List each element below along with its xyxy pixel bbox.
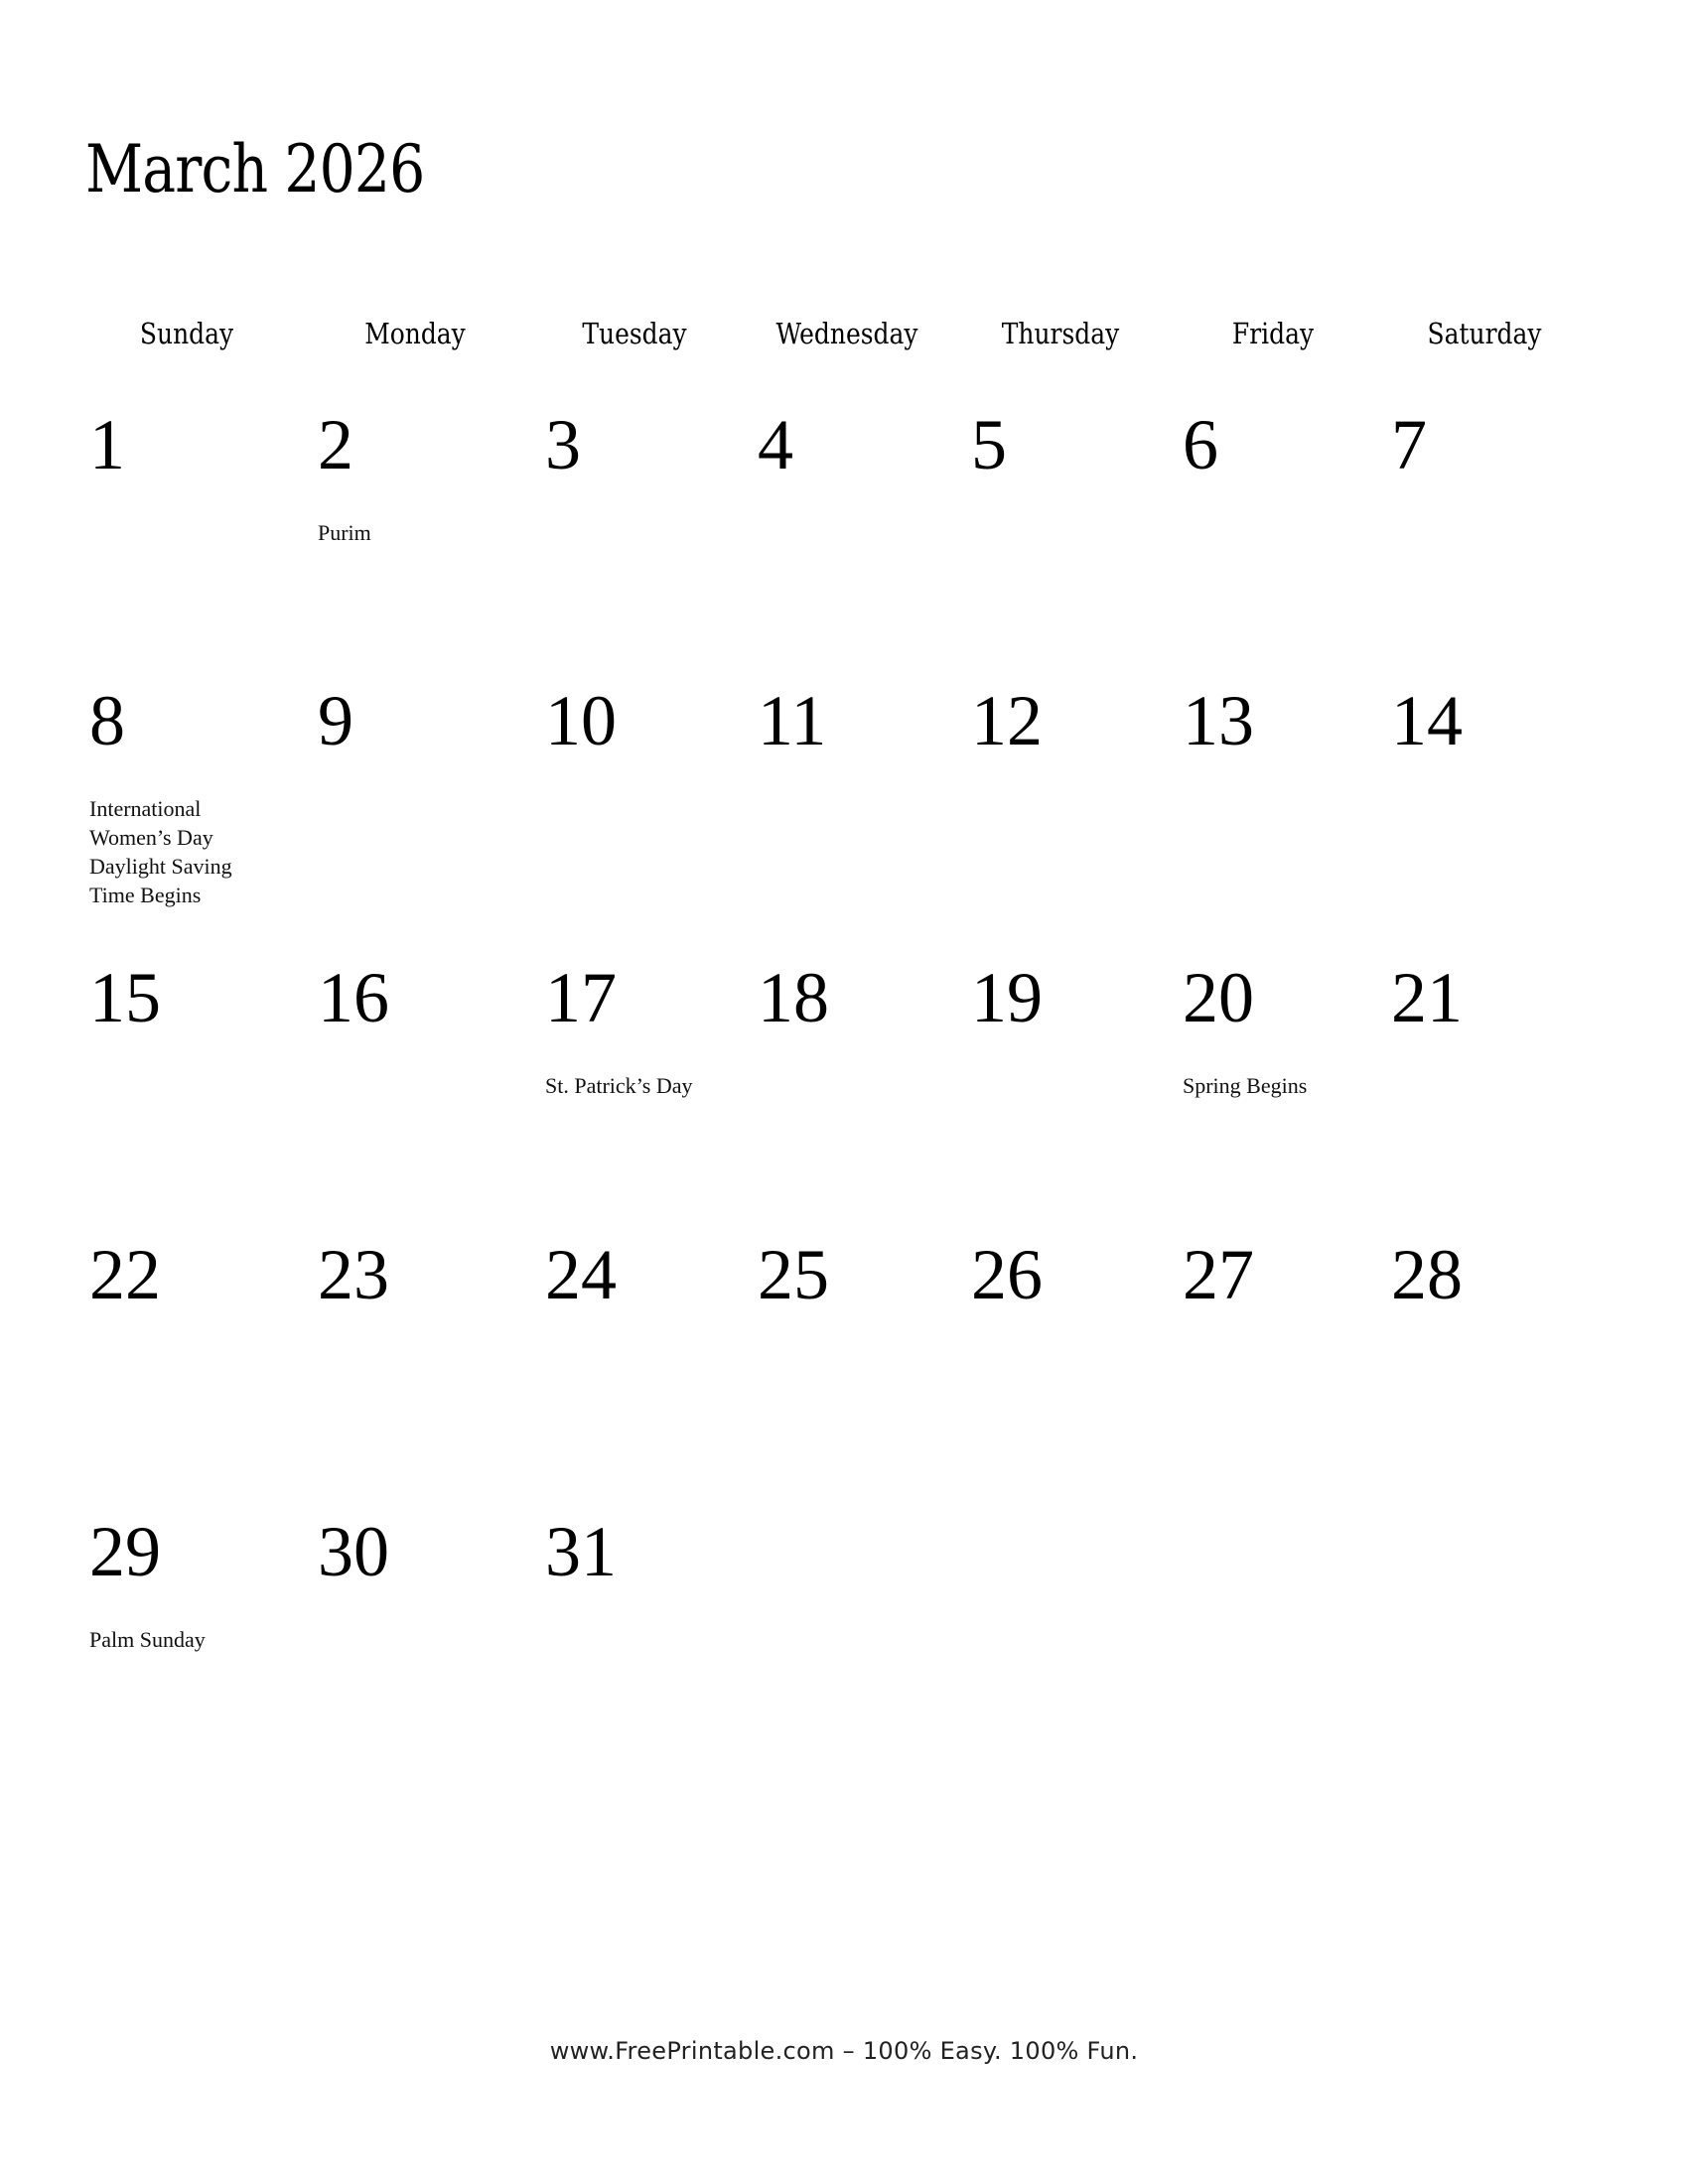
day-cell xyxy=(758,405,968,683)
day-number: 19 xyxy=(971,958,1043,1037)
day-cell xyxy=(318,1512,528,1790)
day-cell xyxy=(1391,681,1602,959)
day-number: 27 xyxy=(1183,1235,1254,1314)
day-cell xyxy=(318,1235,528,1513)
day-events xyxy=(318,518,516,547)
day-cell xyxy=(545,1512,756,1790)
day-number: 16 xyxy=(318,958,389,1037)
day-cell xyxy=(758,681,968,959)
weekday-saturday: Saturday xyxy=(1427,317,1542,350)
day-number: 10 xyxy=(545,681,617,760)
day-number: 8 xyxy=(89,681,125,760)
day-cell xyxy=(1183,681,1393,959)
event-label: Daylight Saving xyxy=(89,854,232,879)
event-label: Time Begins xyxy=(89,883,202,907)
day-cell xyxy=(545,405,756,683)
day-cell xyxy=(89,1235,300,1513)
event-label: Women’s Day xyxy=(89,825,213,850)
day-cell xyxy=(971,681,1182,959)
event-label: Purim xyxy=(318,520,371,545)
day-cell xyxy=(1183,405,1393,683)
day-cell xyxy=(545,681,756,959)
day-number: 31 xyxy=(545,1512,617,1591)
day-cell xyxy=(1391,958,1602,1236)
day-number: 13 xyxy=(1183,681,1254,760)
event-label: St. Patrick’s Day xyxy=(545,1073,693,1098)
day-cell xyxy=(758,1235,968,1513)
day-cell xyxy=(971,958,1182,1236)
day-cell xyxy=(89,1512,300,1790)
day-number: 25 xyxy=(758,1235,829,1314)
calendar-title: March 2026 xyxy=(85,131,425,207)
day-cell xyxy=(971,1235,1182,1513)
day-number: 7 xyxy=(1391,405,1427,484)
weekday-monday: Monday xyxy=(364,317,466,350)
day-number: 14 xyxy=(1391,681,1463,760)
day-number: 9 xyxy=(318,681,353,760)
event-label: International xyxy=(89,796,202,821)
weekday-sunday: Sunday xyxy=(139,317,234,350)
weekday-wednesday: Wednesday xyxy=(775,317,918,350)
day-cell xyxy=(318,681,528,959)
day-events xyxy=(545,1071,744,1100)
day-number: 17 xyxy=(545,958,617,1037)
day-cell xyxy=(545,1235,756,1513)
day-number: 24 xyxy=(545,1235,617,1314)
day-number: 21 xyxy=(1391,958,1463,1037)
day-number: 6 xyxy=(1183,405,1218,484)
day-number: 5 xyxy=(971,405,1007,484)
day-cell xyxy=(89,405,300,683)
day-cell xyxy=(89,681,300,959)
day-events xyxy=(89,794,288,909)
day-cell xyxy=(1391,1235,1602,1513)
day-number: 12 xyxy=(971,681,1043,760)
day-number: 18 xyxy=(758,958,829,1037)
day-number: 3 xyxy=(545,405,581,484)
day-cell xyxy=(971,405,1182,683)
weekday-friday: Friday xyxy=(1231,317,1315,350)
day-number: 1 xyxy=(89,405,125,484)
day-number: 20 xyxy=(1183,958,1254,1037)
day-number: 26 xyxy=(971,1235,1043,1314)
day-cell xyxy=(1391,405,1602,683)
day-number: 28 xyxy=(1391,1235,1463,1314)
day-number: 4 xyxy=(758,405,793,484)
day-cell xyxy=(1183,1235,1393,1513)
event-label: Spring Begins xyxy=(1183,1073,1308,1098)
day-number: 11 xyxy=(758,681,827,760)
day-cell xyxy=(318,958,528,1236)
event-label: Palm Sunday xyxy=(89,1627,206,1652)
weekday-thursday: Thursday xyxy=(1001,317,1120,350)
footer-text: www.FreePrintable.com – 100% Easy. 100% Fun. xyxy=(549,2037,1139,2065)
day-number: 15 xyxy=(89,958,161,1037)
day-cell xyxy=(89,958,300,1236)
weekday-tuesday: Tuesday xyxy=(582,317,687,350)
day-number: 22 xyxy=(89,1235,161,1314)
day-events xyxy=(89,1625,288,1654)
day-cell xyxy=(1183,958,1393,1236)
day-events xyxy=(1183,1071,1381,1100)
day-number: 29 xyxy=(89,1512,161,1591)
day-cell xyxy=(318,405,528,683)
day-number: 2 xyxy=(318,405,353,484)
day-number: 30 xyxy=(318,1512,389,1591)
day-number: 23 xyxy=(318,1235,389,1314)
day-cell xyxy=(758,958,968,1236)
day-cell xyxy=(545,958,756,1236)
